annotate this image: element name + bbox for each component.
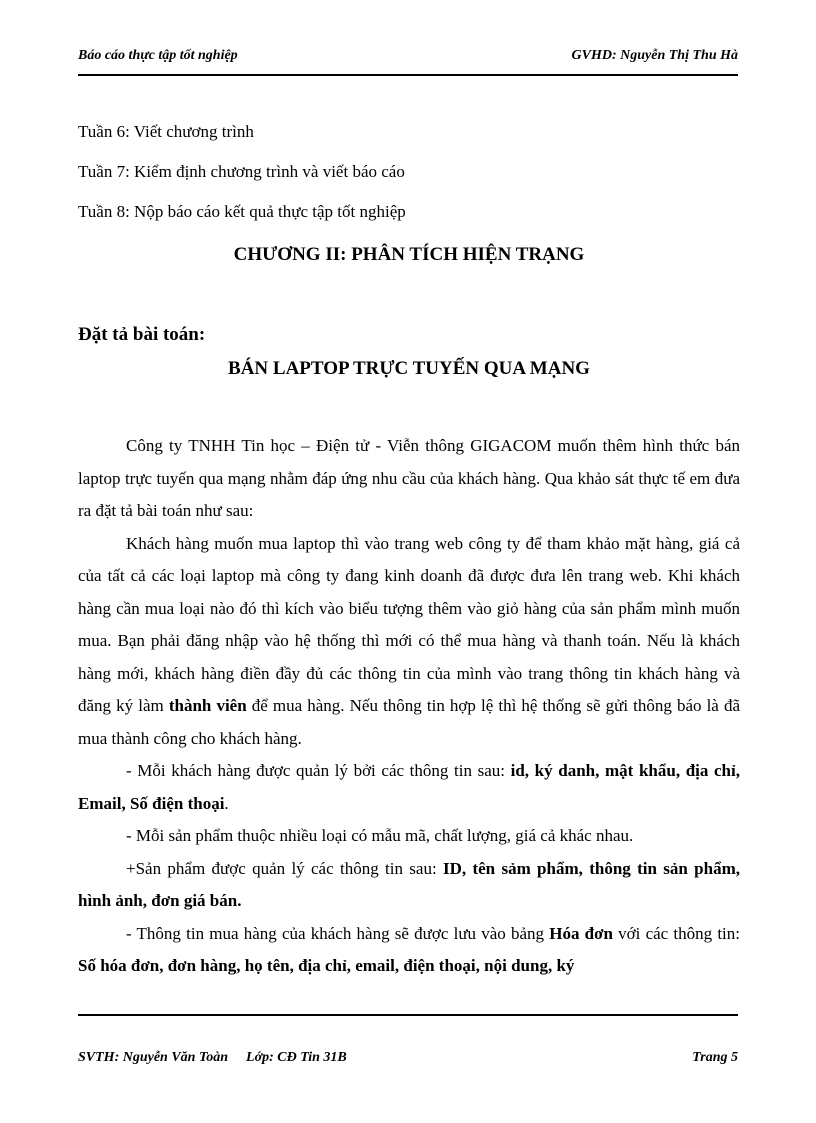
bold-run: thành viên xyxy=(168,696,247,715)
text-run: - Thông tin mua hàng của khách hàng sẽ được lưu vào bảng xyxy=(126,923,550,943)
footer-student: SVTH: Nguyễn Văn Toàn xyxy=(78,1050,229,1065)
footer-student-info xyxy=(78,1050,347,1066)
header-advisor: GVHD: Nguyễn Thị Thu Hà xyxy=(571,48,738,63)
problem-subtitle: BÁN LAPTOP TRỰC TUYẾN QUA MẠNG xyxy=(228,358,590,379)
text-run: với các thông tin: xyxy=(612,923,740,943)
footer-class: Lớp: CĐ Tin 31B xyxy=(246,1050,347,1065)
page-content xyxy=(78,112,740,983)
paragraph-intro: Công ty TNHH Tin học – Điện tử - Viễn thông GIGACOM muốn thêm hình thức bán laptop trực tuyến qua mạng nhằm đáp ứng nhu cầu của khách hàng. Qua khảo sát thực tế em đưa ra đặt tả bài toán như sau: xyxy=(78,436,740,520)
paragraph-product-info xyxy=(78,853,740,918)
paragraph-customer-flow xyxy=(78,528,740,756)
paragraph-product-types: - Mỗi sản phẩm thuộc nhiều loại có mẫu mã, chất lượng, giá cả khác nhau. xyxy=(126,826,634,845)
bold-run: id, ký danh, mật khẩu, địa chỉ, Email, Số điện thoại xyxy=(78,761,740,813)
bold-run: Hóa đơn xyxy=(549,923,613,943)
text-run: +Sản phẩm được quản lý các thông tin sau: xyxy=(126,858,443,878)
chapter-title: CHƯƠNG II: PHÂN TÍCH HIỆN TRẠNG xyxy=(233,244,585,265)
text-run: - Mỗi khách hàng được quản lý bởi các thông tin sau: xyxy=(126,761,511,780)
week-6-line: Tuần 6: Viết chương trình xyxy=(78,122,254,141)
week-7-line: Tuần 7: Kiểm định chương trình và viết báo cáo xyxy=(78,162,405,181)
paragraph-invoice-info xyxy=(78,918,740,983)
page-header xyxy=(78,48,738,70)
footer-page-number: Trang 5 xyxy=(692,1050,738,1065)
footer-divider xyxy=(78,1014,738,1016)
week-8-line: Tuần 8: Nộp báo cáo kết quả thực tập tốt nghiệp xyxy=(78,202,406,221)
text-run: để mua hàng. Nếu thông tin hợp lệ thì hệ thống sẽ gửi thông báo là đã mua thành công cho khách hàng. xyxy=(78,696,740,748)
section-heading: Đặt tả bài toán: xyxy=(78,324,206,345)
text-run: Khách hàng muốn mua laptop thì vào trang web công ty để tham khảo mặt hàng, giá cả của tất cả các loại laptop mà công ty đang kinh doanh đã được đưa lên trang web. Khi khách hàng cần mua loại nào đó thì kích vào biểu tượng thêm vào giỏ hàng của sản phẩm mình muốn mua. Bạn phải đăng nhập vào hệ thống thì mới có thể mua hàng và thanh toán. Nếu là khách hàng mới, khách hàng điền đầy đủ các thông tin của mình vào trang thông tin khách hàng và đăng ký làm xyxy=(78,533,740,715)
text-run: . xyxy=(224,793,229,813)
header-divider xyxy=(78,74,738,76)
paragraph-customer-info xyxy=(78,755,740,820)
bold-run: ID, tên sảm phẩm, thông tin sản phẩm, hình ảnh, đơn giá bán. xyxy=(78,858,740,910)
bold-run: Số hóa đơn, đơn hàng, họ tên, địa chỉ, email, điện thoại, nội dung, ký xyxy=(78,956,575,975)
header-report-title: Báo cáo thực tập tốt nghiệp xyxy=(78,48,238,63)
